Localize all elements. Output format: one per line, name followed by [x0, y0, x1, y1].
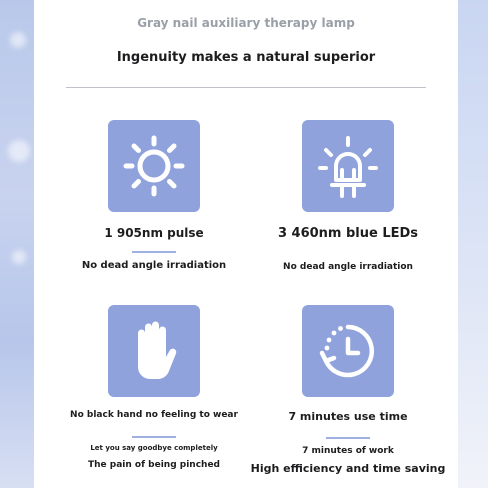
- feature-tile-hand: [108, 305, 200, 397]
- product-feature-card: [34, 0, 458, 488]
- product-subtitle: Gray nail auxiliary therapy lamp: [137, 16, 355, 30]
- page-headline: Ingenuity makes a natural superior: [116, 50, 376, 65]
- bokeh-light: [12, 250, 26, 264]
- feature-underline: [326, 437, 370, 439]
- hand-icon: [118, 315, 190, 387]
- feature-caption-hand: Let you say goodbye completely: [90, 444, 218, 452]
- bokeh-light: [8, 140, 30, 162]
- clock-icon: [312, 315, 384, 387]
- led-bulb-icon: [312, 130, 384, 202]
- feature-caption-hand-2: The pain of being pinched: [88, 460, 220, 470]
- feature-title-hand: No black hand no feeling to wear: [70, 410, 238, 420]
- feature-caption-pulse: No dead angle irradiation: [81, 260, 227, 271]
- bokeh-light: [10, 32, 26, 48]
- feature-underline: [132, 436, 176, 438]
- background-right-panel: [458, 0, 488, 488]
- feature-title-clock: 7 minutes use time: [288, 410, 408, 423]
- feature-tile-pulse: [108, 120, 200, 212]
- sun-icon: [118, 130, 190, 202]
- header-divider: [66, 87, 426, 88]
- feature-caption-leds: No dead angle irradiation: [283, 262, 413, 272]
- feature-caption-clock-2: High efficiency and time saving: [250, 462, 446, 475]
- background-left-panel: [0, 0, 34, 488]
- feature-caption-clock: 7 minutes of work: [302, 446, 394, 456]
- feature-tile-leds: [302, 120, 394, 212]
- feature-tile-clock: [302, 305, 394, 397]
- feature-underline: [132, 251, 176, 253]
- feature-title-leds: 3 460nm blue LEDs: [277, 226, 419, 241]
- feature-title-pulse: 1 905nm pulse: [104, 226, 204, 240]
